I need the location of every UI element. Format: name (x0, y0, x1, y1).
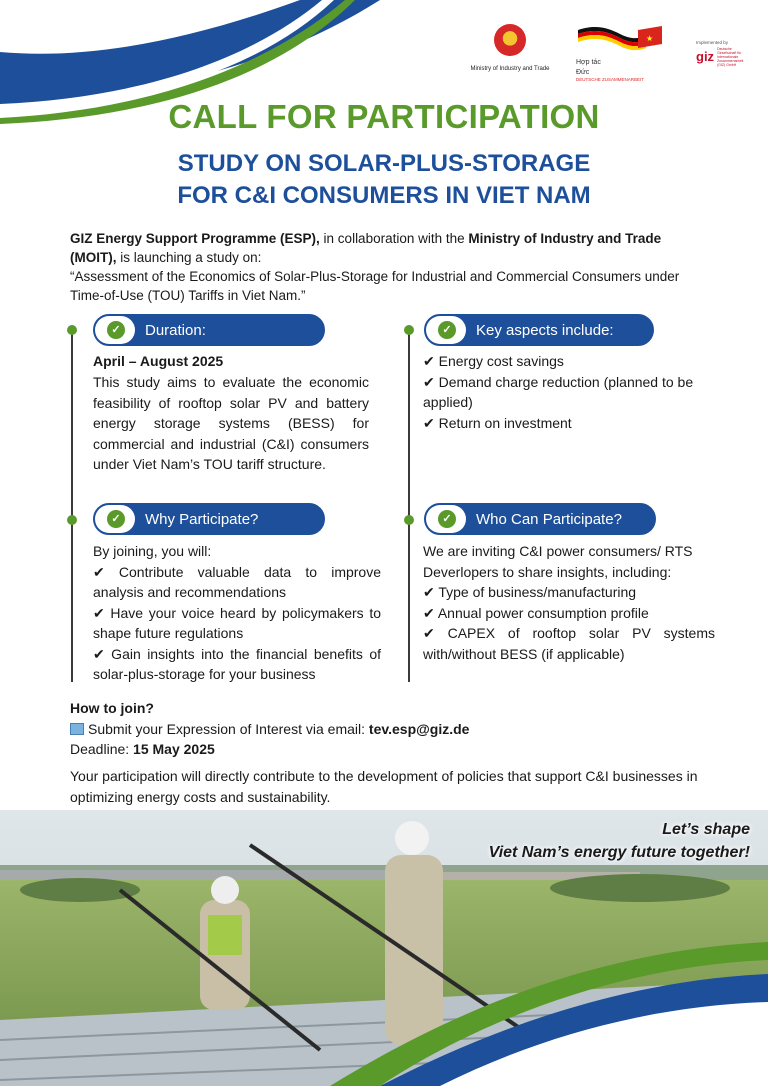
slogan-line-1: Let’s shape (662, 821, 750, 838)
deadline-line (70, 739, 720, 760)
slogan-line-2: Viet Nam’s energy future together! (488, 844, 750, 861)
giz-implemented-by: Implemented by (696, 40, 729, 45)
intro-launching: is launching a study on: (116, 250, 262, 265)
page-subtitle (0, 148, 768, 212)
key-aspects-header (424, 314, 654, 346)
why-participate-list (93, 541, 381, 685)
svg-text:★: ★ (646, 34, 654, 43)
hoptac-subtitle: DEUTSCHE ZUSAMMENARBEIT (576, 77, 645, 82)
duration-header (93, 314, 325, 346)
hoptac-duc-logo (576, 24, 666, 83)
intro-collab: in collaboration with the (319, 231, 469, 246)
left-timeline-line (71, 330, 73, 682)
submit-line (70, 719, 720, 740)
key-aspects-list (423, 351, 715, 433)
germany-vietnam-flag-icon (576, 24, 662, 52)
who-can-participate-label: Who Can Participate? (476, 511, 622, 528)
hoptac-title: Hợp tác (576, 59, 601, 66)
check-circle-icon: ✓ (438, 321, 456, 339)
check-circle-icon: ✓ (107, 510, 125, 528)
who-lead: We are inviting C&I power consumers/ RTS Deverlopers to share insights, including: (423, 543, 693, 580)
intro-study-title: “Assessment of the Economics of Solar-Plus-Storage for Industrial and Commercial Consumers under Time-of-Use (TOU) Tariffs in Viet Nam.” (70, 269, 680, 303)
deadline-date: 15 May 2025 (133, 741, 215, 757)
submit-text: Submit your Expression of Interest via email: (88, 720, 369, 737)
giz-logo (696, 40, 760, 67)
duration-label: Duration: (145, 322, 206, 339)
who-item: ✔ Annual power consumption profile (423, 604, 649, 621)
closing-paragraph: Your participation will directly contribute to the development of policies that support C&I businesses in optimizing energy costs and sustainability. (70, 768, 698, 805)
giz-wordmark: giz (696, 49, 715, 64)
why-item: ✔ Contribute valuable data to improve analysis and recommendations (93, 563, 381, 600)
key-aspect-item: ✔ Demand charge reduction (planned to be applied) (423, 373, 694, 410)
key-aspect-item: ✔ Energy cost savings (423, 353, 564, 369)
duration-body: This study aims to evaluate the economic feasibility of rooftop solar PV and battery energy storage systems (BESS) for commercial and industrial (C&I) consumers under Viet Nam’s TOU tariff structure. (93, 374, 369, 472)
deadline-label: Deadline: (70, 741, 134, 757)
why-participate-label: Why Participate? (145, 511, 259, 528)
hoptac-title-2: Đức (576, 69, 590, 76)
left-timeline-dot-1 (67, 325, 77, 335)
partner-logos (460, 22, 760, 82)
who-can-participate-header (424, 503, 656, 535)
right-timeline-dot-1 (404, 325, 414, 335)
moit-logo (470, 24, 550, 72)
check-circle-icon: ✓ (107, 321, 125, 339)
envelope-icon (70, 723, 84, 735)
how-to-join-title (70, 698, 720, 719)
page-title: CALL FOR PARTICIPATION (168, 98, 600, 135)
why-lead: By joining, you will: (93, 543, 212, 559)
giz-subtext: Deutsche Gesellschaft für Internationale Zusammenarbeit (GIZ) GmbH (717, 46, 744, 67)
duration-dates (93, 351, 369, 372)
subtitle-line-1: STUDY ON SOLAR-PLUS-STORAGE (177, 150, 591, 177)
how-to-join-title-text: How to join? (70, 700, 154, 716)
intro-paragraph (70, 229, 710, 305)
who-item: ✔ Type of business/manufacturing (423, 584, 637, 600)
subtitle-line-2: FOR C&I CONSUMERS IN VIET NAM (177, 182, 591, 209)
intro-ministry: Ministry of Industry and Trade (MOIT), (70, 231, 662, 265)
why-participate-header (93, 503, 325, 535)
duration-dates-text: April – August 2025 (93, 353, 224, 369)
who-item: ✔ CAPEX of rooftop solar PV systems with/without BESS (if applicable) (423, 625, 715, 662)
key-aspect-item: ✔ Return on investment (423, 414, 572, 431)
vietnam-emblem-icon (494, 24, 526, 56)
moit-caption: Ministry of Industry and Trade (470, 66, 550, 72)
check-circle-icon: ✓ (438, 510, 456, 528)
right-timeline-dot-2 (404, 515, 414, 525)
key-aspects-label: Key aspects include: (476, 322, 614, 339)
why-item: ✔ Gain insights into the financial benefits of solar-plus-storage for your business (93, 645, 381, 682)
intro-org: GIZ Energy Support Programme (ESP), (70, 231, 320, 246)
how-to-join (70, 698, 720, 760)
right-timeline-line (408, 330, 410, 682)
why-item: ✔ Have your voice heard by policymakers to shape future regulations (93, 604, 381, 641)
left-timeline-dot-2 (67, 515, 77, 525)
contact-email-link[interactable]: tev.esp@giz.de (368, 720, 470, 737)
slogan (489, 818, 750, 864)
who-can-participate-list (423, 541, 715, 664)
